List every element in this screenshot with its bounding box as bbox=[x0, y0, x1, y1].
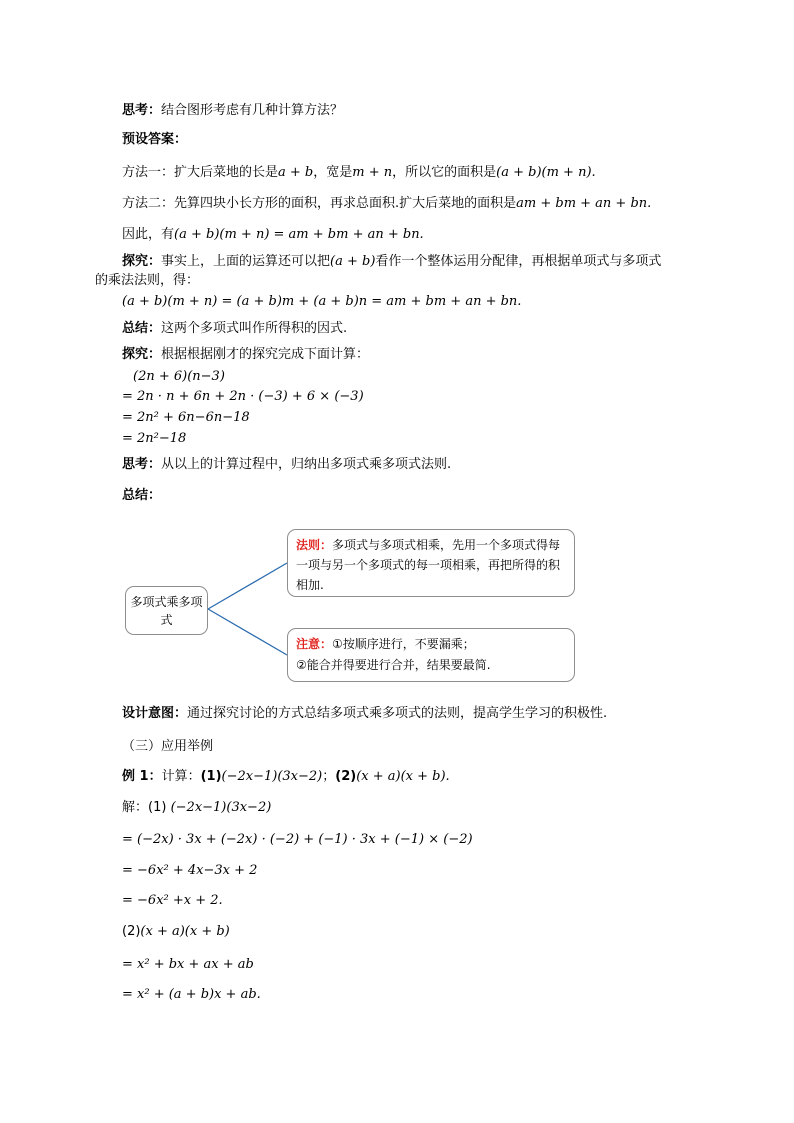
thinking-two-label: 思考： bbox=[122, 457, 162, 472]
solution-part2-expr: (x + a)(x + b) bbox=[140, 924, 230, 939]
method-two-text: 方法二：先算四块小长方形的面积，再求总面积.扩大后菜地的面积是 bbox=[122, 196, 517, 211]
solution-part1-step-1: = (−2x) · 3x + (−2x) · (−2) + (−1) · 3x + (−1) × (−2) bbox=[122, 832, 473, 847]
example-text: 计算： bbox=[161, 769, 201, 784]
therefore-text: 因此，有 bbox=[122, 227, 175, 242]
design-intent bbox=[122, 705, 607, 723]
calc-step-2: = 2n · n + 6n + 2n · (−3) + 6 × (−3) bbox=[122, 389, 364, 404]
note-tag: 注意： bbox=[296, 637, 333, 651]
solution-part1-step-3: = −6x² +x + 2. bbox=[122, 893, 223, 908]
explore-two-label: 探究： bbox=[122, 347, 162, 362]
example-part2-label: (2) bbox=[335, 769, 357, 784]
note-box bbox=[287, 628, 575, 682]
note-line-2: ②能合并得要进行合并，结果要最简. bbox=[296, 658, 491, 672]
example-expr-2: (x + a)(x + b). bbox=[356, 769, 450, 784]
solution-part1-head bbox=[122, 799, 271, 817]
diagram-center-node bbox=[125, 586, 208, 635]
thinking-text: 结合图形考虑有几种计算方法？ bbox=[161, 103, 344, 118]
explore-one-line2: 的乘法法则，得： bbox=[95, 273, 200, 288]
method-one-mid2: ，所以它的面积是 bbox=[392, 165, 497, 180]
solution-part2-step-2: = x² + (a + b)x + ab. bbox=[122, 987, 261, 1002]
summary-two-label: 总结： bbox=[122, 488, 162, 503]
rule-text: 多项式与多项式相乘，先用一个多项式得每一项与另一个多项式的每一项相乘，再把所得的积相加. bbox=[296, 538, 561, 592]
solution-part2-step-1: = x² + bx + ax + ab bbox=[122, 957, 254, 972]
rule-box bbox=[287, 529, 575, 597]
connector-to-rule bbox=[208, 563, 287, 609]
solution-part2-head bbox=[122, 923, 230, 941]
solution-part1-expr: (−2x−1)(3x−2) bbox=[170, 800, 272, 815]
solution-part1-step-2: = −6x² + 4x−3x + 2 bbox=[122, 863, 258, 878]
connector-to-note bbox=[208, 609, 287, 655]
method-one-text: 方法一：扩大后菜地的长是 bbox=[122, 165, 279, 180]
solution-label: 解： bbox=[122, 800, 149, 815]
solution-part2-label: (2) bbox=[122, 924, 141, 939]
explore-text-2: 看作一个整体运用分配律，再根据单项式与多项式 bbox=[375, 254, 662, 269]
example-one bbox=[122, 768, 450, 786]
solution-part1-label: (1) bbox=[148, 800, 167, 815]
explore-expr: (a + b) bbox=[330, 254, 376, 269]
summary-text: 这两个多项式叫作所得积的因式. bbox=[161, 321, 348, 336]
explore-two-text: 根据根据刚才的探究完成下面计算： bbox=[161, 347, 370, 362]
method-two-expr: am + bm + an + bn. bbox=[516, 196, 652, 211]
section-heading: （三）应用举例 bbox=[122, 739, 214, 754]
example-part1-label: (1) bbox=[200, 769, 222, 784]
example-expr-1: (−2x−1)(3x−2) bbox=[221, 769, 323, 784]
explore-label: 探究： bbox=[122, 254, 162, 269]
explore-text-1: 事实上，上面的运算还可以把 bbox=[161, 254, 331, 269]
preset-answer-label: 预设答案： bbox=[122, 132, 188, 147]
rule-tag: 法则： bbox=[296, 538, 333, 552]
calc-step-4: = 2n²−18 bbox=[122, 431, 187, 446]
method-one-expr-length: a + b bbox=[278, 165, 314, 180]
therefore-expr: (a + b)(m + n) = am + bm + an + bn. bbox=[174, 227, 424, 242]
thinking-two-text: 从以上的计算过程中，归纳出多项式乘多项式法则. bbox=[161, 457, 452, 472]
thinking-label: 思考： bbox=[122, 103, 162, 118]
design-text: 通过探究讨论的方式总结多项式乘多项式的法则，提高学生学习的积极性. bbox=[187, 706, 608, 721]
explore-one-equation: (a + b)(m + n) = (a + b)m + (a + b)n = am + bm + an + bn. bbox=[122, 294, 522, 309]
method-one-expr-width: m + n bbox=[352, 165, 393, 180]
method-one-mid: ，宽是 bbox=[313, 165, 353, 180]
example-label: 例 1： bbox=[122, 769, 162, 784]
calc-step-1: (2n + 6)(n−3) bbox=[133, 369, 225, 384]
method-one-expr-area: (a + b)(m + n). bbox=[496, 165, 596, 180]
example-separator: ； bbox=[322, 769, 336, 784]
note-line-1: ①按顺序进行，不要漏乘； bbox=[332, 637, 475, 651]
center-node-text: 多项式乘多项式 bbox=[130, 595, 203, 627]
design-label: 设计意图： bbox=[122, 706, 188, 721]
summary-label: 总结： bbox=[122, 321, 162, 336]
calc-step-3: = 2n² + 6n−6n−18 bbox=[122, 410, 250, 425]
